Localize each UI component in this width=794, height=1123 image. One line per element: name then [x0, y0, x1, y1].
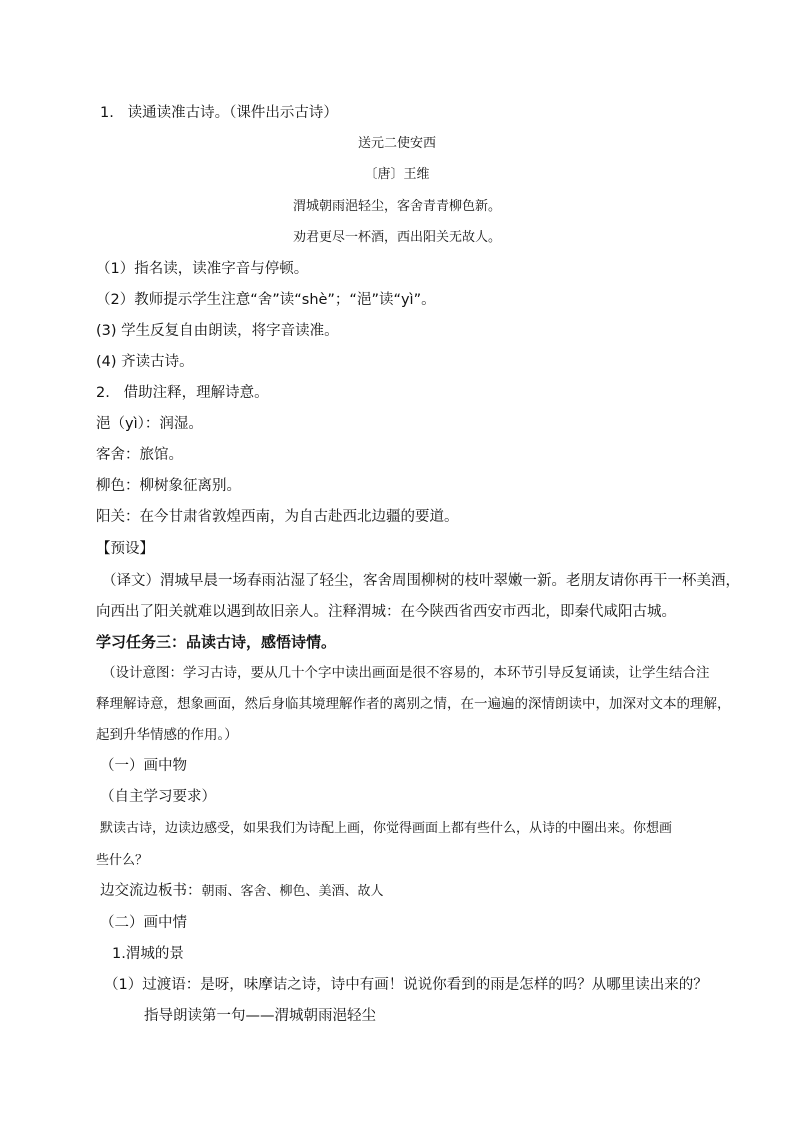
note-yangguan: 阳关：在今甘肃省敦煌西南，为自古赴西北边疆的要道。: [96, 509, 459, 525]
step-1: （1）指名读，读准字音与停顿。: [96, 261, 309, 277]
preset-heading: 【预设】: [96, 541, 154, 557]
board-writing: [100, 881, 384, 902]
step-4: (4) 齐读古诗。: [96, 354, 194, 370]
sub-heading-weicheng-scenery: 1.渭城的景: [112, 946, 184, 962]
design-intent-line-1: （设计意图：学习古诗，要从几十个字中读出画面是很不容易的，本环节引导反复诵读，让学生结合注: [102, 665, 710, 681]
instruction-line-2: 些什么？: [96, 853, 149, 868]
item-2-understand-meaning: 2. 借助注释，理解诗意。: [96, 385, 269, 401]
poem-line-1: 渭城朝雨浥轻尘，客舍青青柳色新。: [292, 199, 501, 214]
item-1-read-poem: 1. 读通读准古诗。（课件出示古诗）: [100, 105, 338, 121]
section-2-heading: （二）画中情: [100, 915, 187, 931]
step-3: (3) 学生反复自由朗读，将字音读准。: [96, 323, 339, 339]
design-intent-line-3: 起到升华情感的作用。）: [96, 727, 238, 743]
note-yi: 浥（yì）：润湿。: [96, 416, 203, 432]
self-study-requirement: （自主学习要求）: [100, 789, 216, 805]
task-3-heading: 学习任务三：品读古诗，感悟诗情。: [96, 633, 337, 651]
poem-author: 〔唐〕王维: [364, 167, 430, 182]
transition-text: （1）过渡语：是呀，味摩诘之诗，诗中有画！说说你看到的雨是怎样的吗？从哪里读出来的？: [104, 977, 708, 993]
section-1-heading: （一）画中物: [100, 758, 187, 774]
design-intent-line-2: 释理解诗意，想象画面，然后身临其境理解作者的离别之情，在一遍遍的深情朗读中，加深对文本的理解，: [96, 696, 731, 712]
step-2: （2）教师提示学生注意“舍”读“shè”；“浥”读“yì”。: [96, 292, 436, 308]
note-liuse: 柳色：柳树象征离别。: [96, 478, 241, 494]
board-writing-items: 朝雨、客舍、柳色、美酒、故人: [201, 884, 384, 899]
translation-line-2: 向西出了阳关就难以遇到故旧亲人。注释渭城：在今陕西省西安市西北，即秦代咸阳古城。: [96, 604, 676, 620]
poem-title: 送元二使安西: [357, 136, 436, 151]
translation-line-1: （译文）渭城早晨一场春雨沾湿了轻尘，客舍周围柳树的枝叶翠嫩一新。老朋友请你再干一杯美酒，: [102, 573, 740, 589]
note-keshe: 客舍：旅馆。: [96, 447, 183, 463]
instruction-line-1: 默读古诗，边读边感受，如果我们为诗配上画，你觉得画面上都有些什么，从诗的中圈出来。你想画: [100, 821, 673, 836]
guided-reading: 指导朗读第一句——渭城朝雨浥轻尘: [144, 1008, 376, 1024]
board-writing-label: 边交流边板书：: [100, 883, 202, 899]
poem-line-2: 劝君更尽一杯酒，西出阳关无故人。: [292, 230, 501, 245]
